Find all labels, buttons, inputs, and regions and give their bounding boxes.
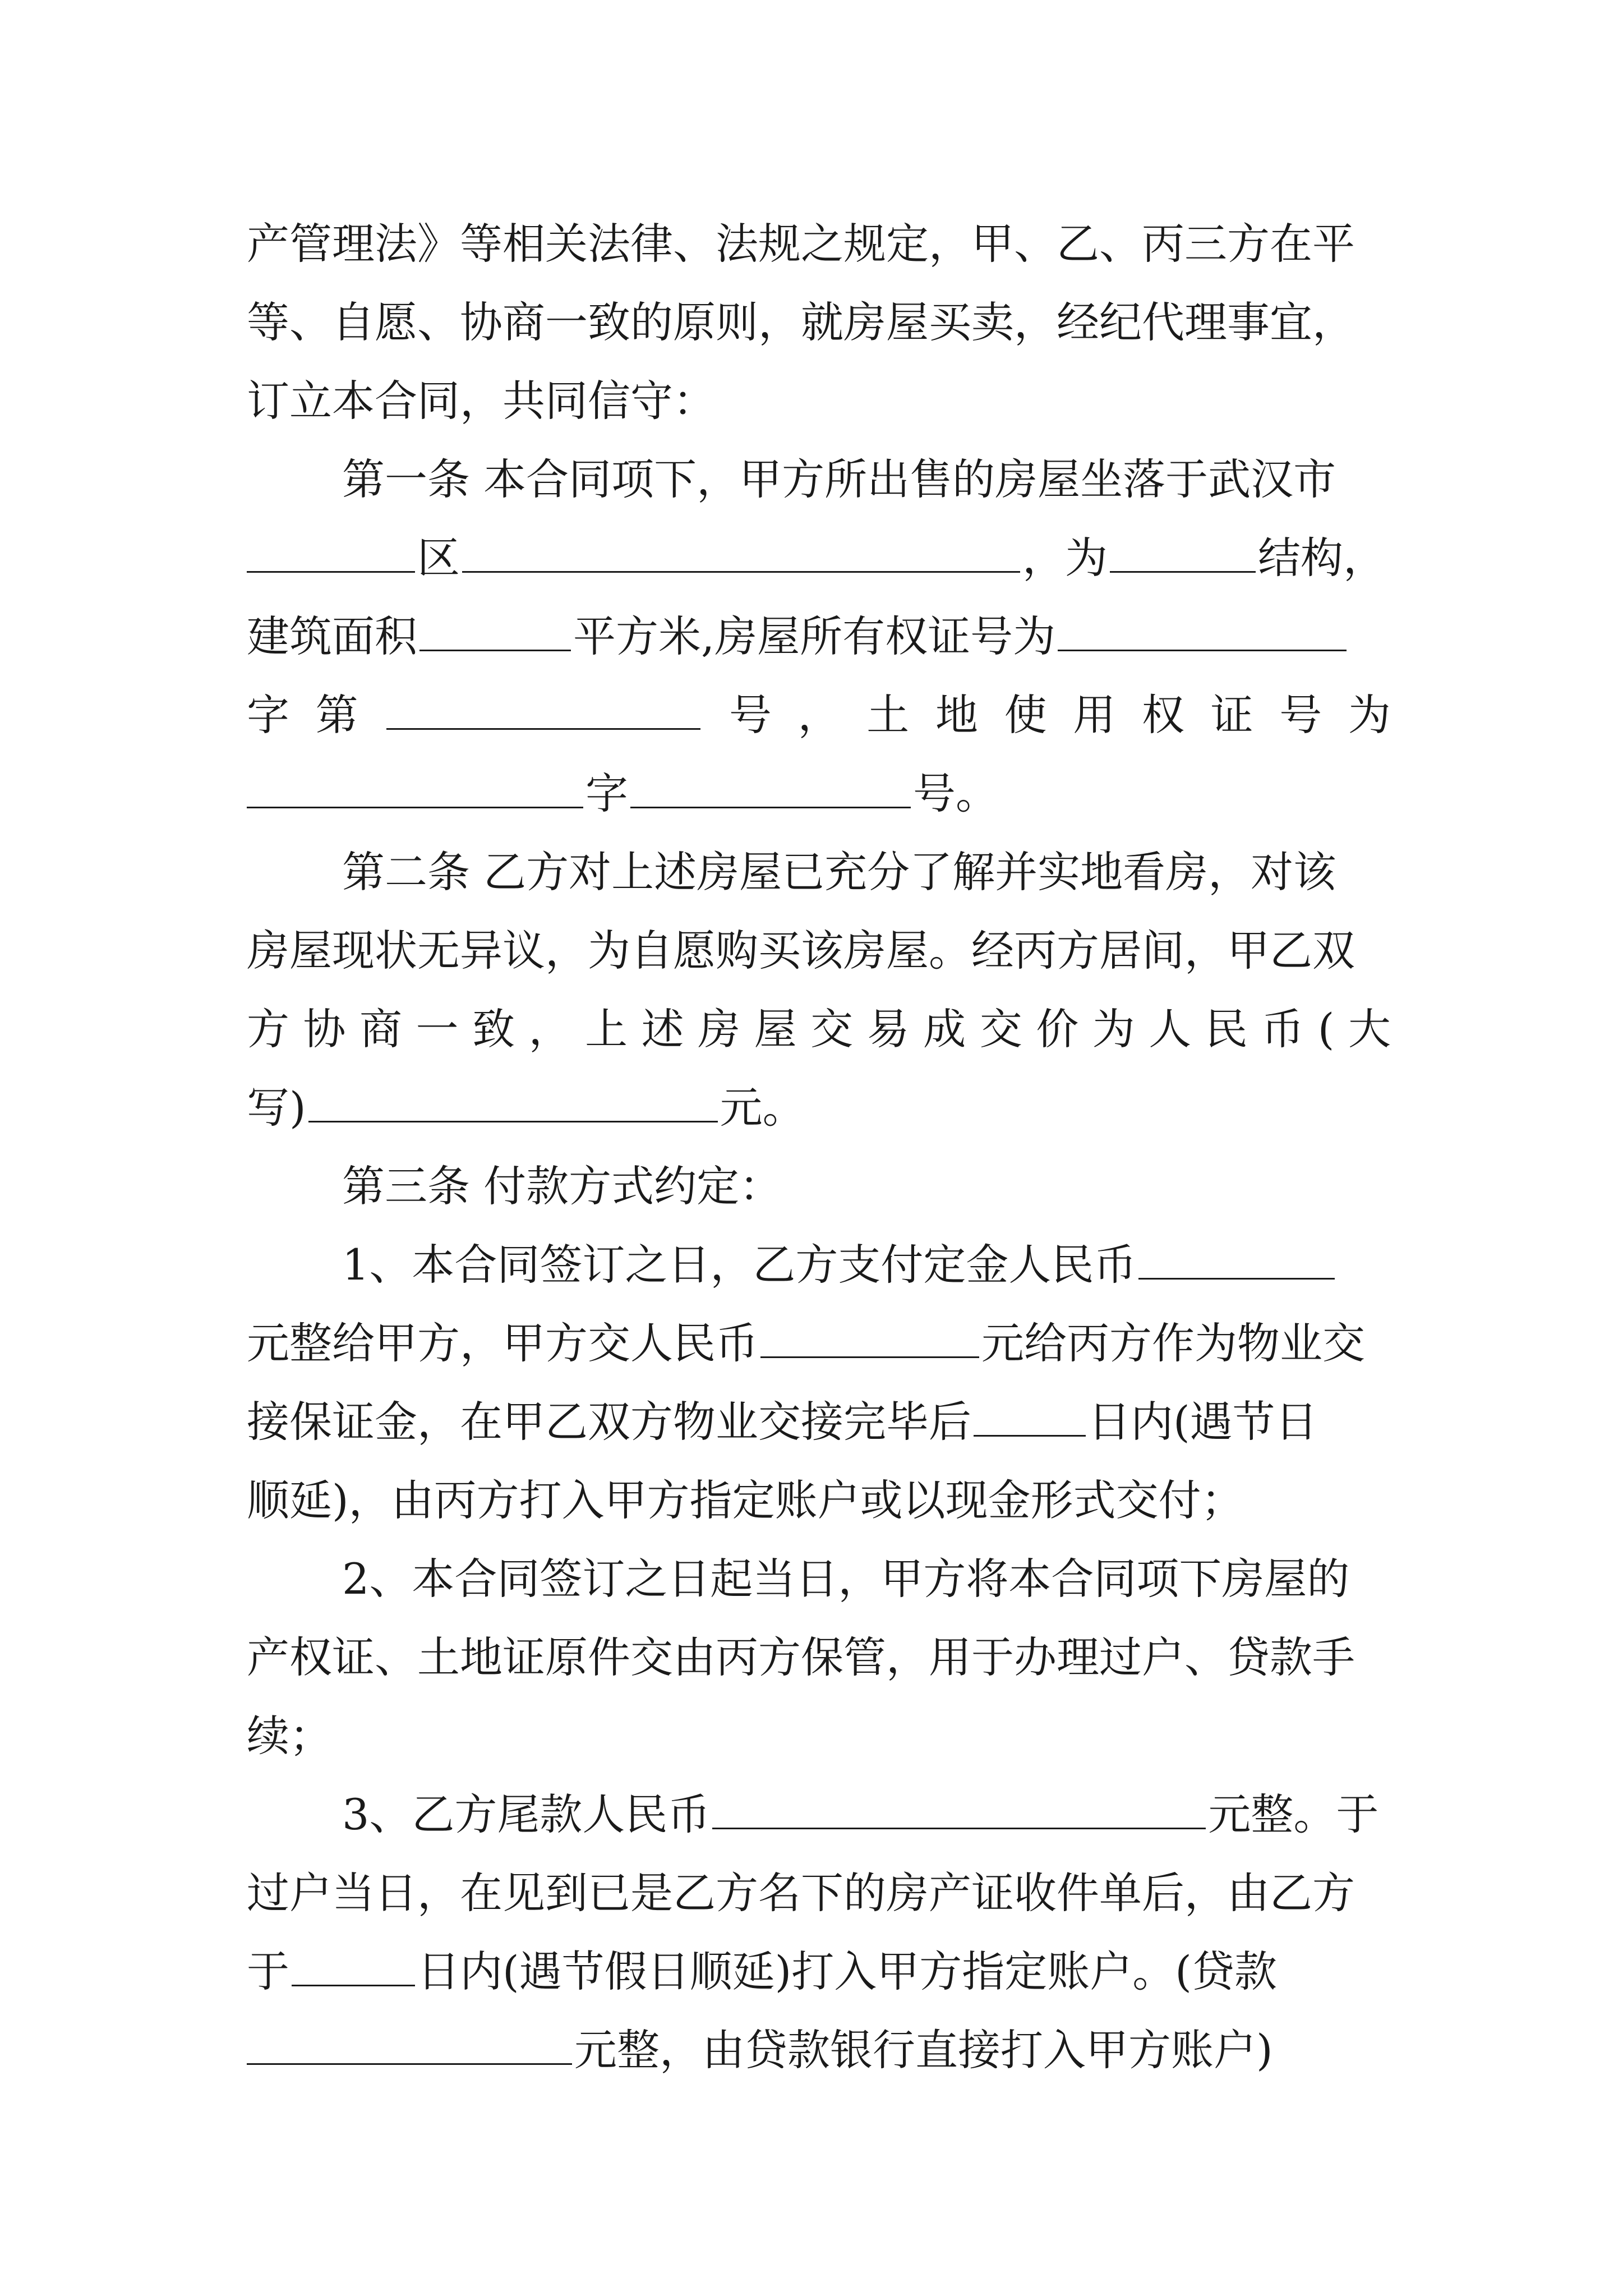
line-text: 号 (1279, 690, 1322, 740)
line-text: ，为 (1022, 533, 1108, 583)
line-text: 为 (1092, 1004, 1135, 1054)
line-text: 人 (1149, 1004, 1192, 1054)
line-text: 元。 (720, 1083, 805, 1133)
line-text: 区 (417, 533, 460, 583)
line-text: 第 (315, 690, 358, 740)
line-text: 结构， (1258, 533, 1386, 583)
land-certificate-blank (247, 770, 583, 808)
text-line (247, 1470, 1391, 1531)
line-text: 使 (1004, 690, 1047, 740)
line-text: 产权证、土地证原件交由丙方保管，用于办理过户、贷款手 (247, 1632, 1355, 1682)
line-text: 第三条 付款方式约定： (342, 1161, 782, 1211)
line-text: 成 (923, 1004, 966, 1054)
certificate-blank (1058, 613, 1347, 651)
text-line (342, 1784, 1391, 1846)
text-line (247, 527, 1391, 589)
line-text: 等、自愿、协商一致的原则，就房屋买卖，经纪代理事宜， (247, 297, 1355, 347)
line-text: 1、本合同签订之日，乙方支付定金人民币 (342, 1240, 1137, 1290)
line-text: 于 (247, 1947, 289, 1996)
text-line (247, 1862, 1391, 1924)
line-text: 述 (641, 1004, 684, 1054)
line-text: ， (797, 690, 841, 740)
line-text: 用 (1073, 690, 1116, 740)
line-text: 3、乙方尾款人民币 (342, 1789, 711, 1839)
line-text: 日内(遇节日 (1088, 1397, 1318, 1447)
text-line (247, 999, 1391, 1060)
line-text: 字 (585, 769, 628, 818)
text-line (247, 1313, 1391, 1374)
line-text: 元整。于 (1208, 1789, 1379, 1839)
line-text: 日内(遇节假日顺延)打入甲方指定账户。(贷款 (417, 1947, 1277, 1996)
text-line (247, 1941, 1391, 2003)
line-text: 续； (247, 1711, 332, 1761)
line-text: 元给丙方作为物业交 (981, 1318, 1365, 1368)
line-text: 写) (247, 1083, 306, 1133)
text-line (342, 1234, 1391, 1296)
line-text: 元整，由贷款银行直接打入甲方账户) (574, 2025, 1273, 2075)
line-text: ， (528, 1004, 571, 1054)
area-blank (419, 613, 571, 651)
land-certificate-number-blank (630, 770, 911, 808)
structure-blank (1110, 534, 1256, 573)
line-text: 权 (1141, 690, 1184, 740)
text-line (247, 1705, 1391, 1767)
text-line (247, 763, 1391, 825)
line-text: 字 (247, 690, 289, 740)
text-line (247, 920, 1391, 982)
payment-days-blank (292, 1948, 415, 1986)
line-text: 一 (416, 1004, 459, 1054)
line-text: 房屋现状无异议，为自愿购买该房屋。经丙方居间，甲乙双 (247, 926, 1355, 976)
line-text: 顺延)，由丙方打入甲方指定账户或以现金形式交付； (247, 1475, 1244, 1525)
line-text: 币 (1261, 1004, 1304, 1054)
line-text: 大 (1348, 1004, 1391, 1054)
text-line (247, 606, 1391, 668)
district-blank (247, 534, 415, 573)
line-text: 号 (728, 690, 772, 740)
article-2-heading-line (342, 841, 1391, 903)
line-text: 证 (1210, 690, 1253, 740)
line-text: 为 (1348, 690, 1391, 740)
line-text: 方 (247, 1004, 289, 1054)
line-text: 第一条 本合同项下，甲方所出售的房屋坐落于武汉市 (342, 454, 1336, 504)
balance-blank (712, 1791, 1206, 1829)
line-text: 建筑面积 (247, 611, 417, 661)
line-text: 产管理法》等相关法律、法规之规定，甲、乙、丙三方在平 (247, 219, 1355, 269)
text-line (247, 370, 1391, 432)
address-blank (462, 534, 1020, 573)
line-text: 上 (585, 1004, 628, 1054)
line-text: 订立本合同，共同信守： (247, 376, 716, 426)
text-line (247, 1627, 1391, 1688)
deposit-blank (1138, 1241, 1335, 1280)
line-text: 接保证金，在甲乙双方物业交接完毕后 (247, 1397, 971, 1447)
guarantee-blank (760, 1319, 979, 1358)
line-text: 元整给甲方，甲方交人民币 (247, 1318, 758, 1368)
line-text: 地 (935, 690, 978, 740)
loan-amount-blank (247, 2026, 572, 2065)
line-text: 价 (1036, 1004, 1079, 1054)
text-line (247, 213, 1391, 275)
certificate-number-blank (386, 691, 700, 730)
days-blank (974, 1398, 1086, 1437)
article-1-heading-line (342, 449, 1391, 510)
text-line (247, 292, 1391, 353)
line-text: 2、本合同签订之日起当日，甲方将本合同项下房屋的 (342, 1554, 1350, 1604)
line-text: 屋 (754, 1004, 797, 1054)
line-text: 过户当日，在见到已是乙方名下的房产证收件单后，由乙方 (247, 1868, 1355, 1918)
text-line (247, 1077, 1391, 1139)
line-text: ( (1317, 1004, 1335, 1054)
line-text: 商 (359, 1004, 403, 1054)
line-text: 易 (866, 1004, 910, 1054)
line-text: 号。 (913, 769, 998, 818)
line-text: 房 (698, 1004, 741, 1054)
text-line (247, 1391, 1391, 1453)
line-text: 土 (866, 690, 910, 740)
price-blank (308, 1084, 718, 1122)
line-text: 致 (472, 1004, 515, 1054)
line-text: 交 (810, 1004, 854, 1054)
text-line (247, 684, 1391, 746)
line-text: 第二条 乙方对上述房屋已充分了解并实地看房，对该 (342, 847, 1336, 897)
line-text: 交 (979, 1004, 1022, 1054)
text-line (247, 2019, 1391, 2081)
text-line (342, 1548, 1391, 1610)
line-text: 协 (303, 1004, 346, 1054)
line-text: 平方米,房屋所有权证号为 (573, 611, 1056, 661)
line-text: 民 (1205, 1004, 1248, 1054)
article-3-heading-line (342, 1156, 1391, 1217)
